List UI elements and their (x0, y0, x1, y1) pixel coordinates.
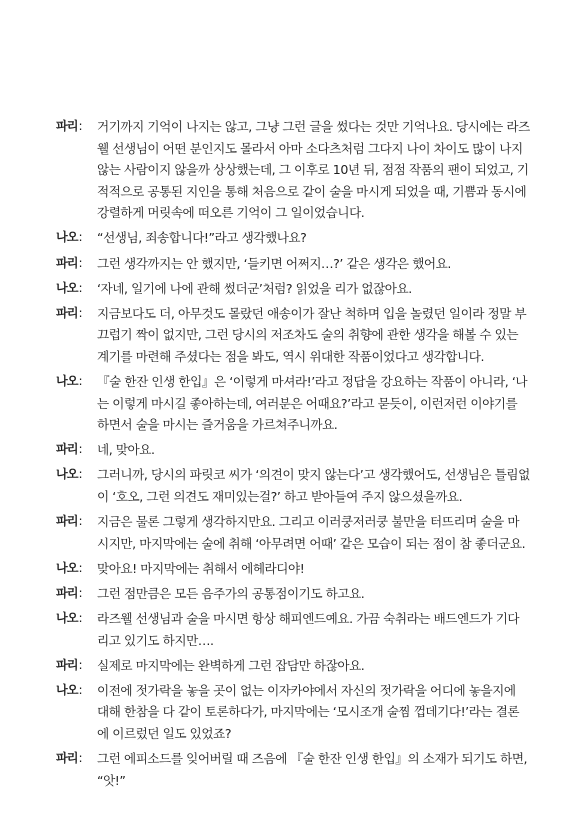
speaker-colon: : (78, 514, 82, 529)
dialogue-text: 맞아요! 마지막에는 취해서 에헤라디야! (97, 560, 305, 576)
speaker-name: 나오 (56, 682, 78, 697)
dialogue-entry (56, 303, 530, 368)
speaker-name: 파리 (56, 442, 78, 457)
speaker-colon: : (78, 442, 82, 457)
dialogue (56, 116, 530, 791)
dialogue-entry (56, 583, 530, 605)
speaker-colon: : (78, 751, 82, 766)
dialogue-text: 그런 생각까지는 안 했지만, ‘들키면 어쩌지…?’ 같은 생각은 했어요. (97, 255, 451, 271)
speaker-name: 파리 (56, 255, 78, 270)
speaker-name: 파리 (56, 514, 78, 529)
speaker-label (56, 371, 97, 393)
speaker-name: 나오 (56, 467, 78, 482)
speaker-name: 나오 (56, 280, 78, 295)
speaker-name: 나오 (56, 230, 78, 245)
speaker-colon: : (78, 280, 82, 295)
dialogue-entry (56, 253, 530, 275)
dialogue-text: “선생님, 죄송합니다!”라고 생각했나요? (97, 230, 307, 246)
speaker-label (56, 511, 97, 533)
dialogue-text: 그러니까, 당시의 파릿코 씨가 ‘의견이 맞지 않는다’고 생각했어도, 선생님은 틀림없이 ‘호오, 그런 의견도 재미있는걸?’ 하고 받아들여 주지 않으셨을까요. (97, 467, 530, 504)
speaker-label (56, 583, 97, 605)
speaker-label (56, 303, 97, 325)
speaker-label (56, 253, 97, 275)
dialogue-entry (56, 655, 530, 677)
dialogue-text: 지금은 물론 그렇게 생각하지만요. 그리고 이러쿵저러쿵 불만을 터뜨리며 술을 마시지만, 마지막에는 술에 취해 ‘아무려면 어때’ 같은 모습이 되는 점이 참 좋더군요. (97, 514, 526, 551)
speaker-label (56, 464, 97, 486)
dialogue-entry (56, 116, 530, 224)
speaker-colon: : (78, 610, 82, 625)
speaker-colon: : (78, 657, 82, 672)
speaker-label (56, 116, 97, 138)
dialogue-text: 네, 맞아요. (97, 442, 155, 458)
speaker-name: 파리 (56, 305, 78, 320)
dialogue-text: 『술 한잔 인생 한입』은 ‘이렇게 마셔라!’라고 정답을 강요하는 작품이 아니라, ‘나는 이렇게 마시길 좋아하는데, 여러분은 어때요?’라고 묻듯이, 이런저런 이야기를 하면서 술을 마시는 즐거움을 가르쳐주니까요. (97, 374, 528, 433)
dialogue-entry (56, 439, 530, 461)
speaker-colon: : (78, 560, 82, 575)
speaker-label (56, 439, 97, 461)
dialogue-text: 이전에 젓가락을 놓을 곳이 없는 이자카야에서 자신의 젓가락을 어디에 놓을지에 대해 한참을 다 같이 토론하다가, 마지막에는 ‘모시조개 술찜 껍데기다!’라는 결론에 이르렀던 일도 있었죠? (97, 682, 520, 741)
speaker-colon: : (78, 585, 82, 600)
dialogue-text: 실제로 마지막에는 완벽하게 그런 잡담만 하잖아요. (97, 657, 365, 673)
dialogue-text: 그런 에피소드를 잊어버릴 때 즈음에 『술 한잔 인생 한입』의 소재가 되기도 하면, “앗!” (97, 751, 528, 788)
dialogue-text: 거기까지 기억이 나지는 않고, 그냥 그런 글을 썼다는 것만 기억나요. 당시에는 라즈웰 선생님이 어떤 분인지도 몰라서 아마 소다츠처럼 그다지 나이 차이도 많이 나지 않는 사람이지 않을까 상상했는데, 그 이후로 10년 뒤, 점점 작품의 팬이 되었고, 기적적으로 공통된 지인을 통해 처음으로 같이 술을 마시게 되었을 때, 기쁨과 동시에 강렬하게 머릿속에 떠오른 기억이 그 일이었습니다. (97, 119, 530, 221)
speaker-label (56, 608, 97, 630)
speaker-label (56, 655, 97, 677)
speaker-colon: : (78, 467, 82, 482)
speaker-name: 파리 (56, 751, 78, 766)
dialogue-entry (56, 511, 530, 554)
dialogue-entry (56, 608, 530, 651)
speaker-name: 나오 (56, 610, 78, 625)
dialogue-entry (56, 371, 530, 436)
speaker-colon: : (78, 255, 82, 270)
dialogue-text: 지금보다도 더, 아무것도 몰랐던 애송이가 잘난 척하며 입을 놀렸던 일이라 정말 부끄럽기 짝이 없지만, 그런 당시의 저조차도 술의 취향에 관한 생각을 해볼 수 있는 계기를 마련해 주셨다는 점을 봐도, 역시 위대한 작품이었다고 생각합니다. (97, 305, 527, 364)
dialogue-entry (56, 680, 530, 745)
speaker-label (56, 227, 97, 249)
dialogue-text: 라즈웰 선생님과 술을 마시면 항상 해피엔드예요. 가끔 숙취라는 배드엔드가 기다리고 있기도 하지만…. (97, 610, 520, 648)
dialogue-text: ‘자네, 일기에 나에 관해 썼더군’처럼? 읽었을 리가 없잖아요. (97, 280, 412, 296)
speaker-colon: : (78, 230, 82, 245)
dialogue-entry (56, 558, 530, 580)
speaker-colon: : (78, 305, 82, 320)
speaker-name: 파리 (56, 119, 78, 133)
speaker-colon: : (78, 682, 82, 697)
speaker-label (56, 680, 97, 702)
speaker-label (56, 558, 97, 580)
dialogue-entry (56, 748, 530, 791)
speaker-colon: : (78, 119, 82, 133)
speaker-colon: : (78, 374, 82, 389)
speaker-name: 파리 (56, 657, 78, 672)
dialogue-entry (56, 278, 530, 300)
dialogue-entry (56, 227, 530, 249)
speaker-label (56, 278, 97, 300)
dialogue-entry (56, 464, 530, 507)
dialogue-text: 그런 점만큼은 모든 음주가의 공통점이기도 하고요. (97, 585, 365, 601)
speaker-name: 파리 (56, 585, 78, 600)
speaker-name: 나오 (56, 374, 78, 389)
speaker-label (56, 748, 97, 770)
speaker-name: 나오 (56, 560, 78, 575)
